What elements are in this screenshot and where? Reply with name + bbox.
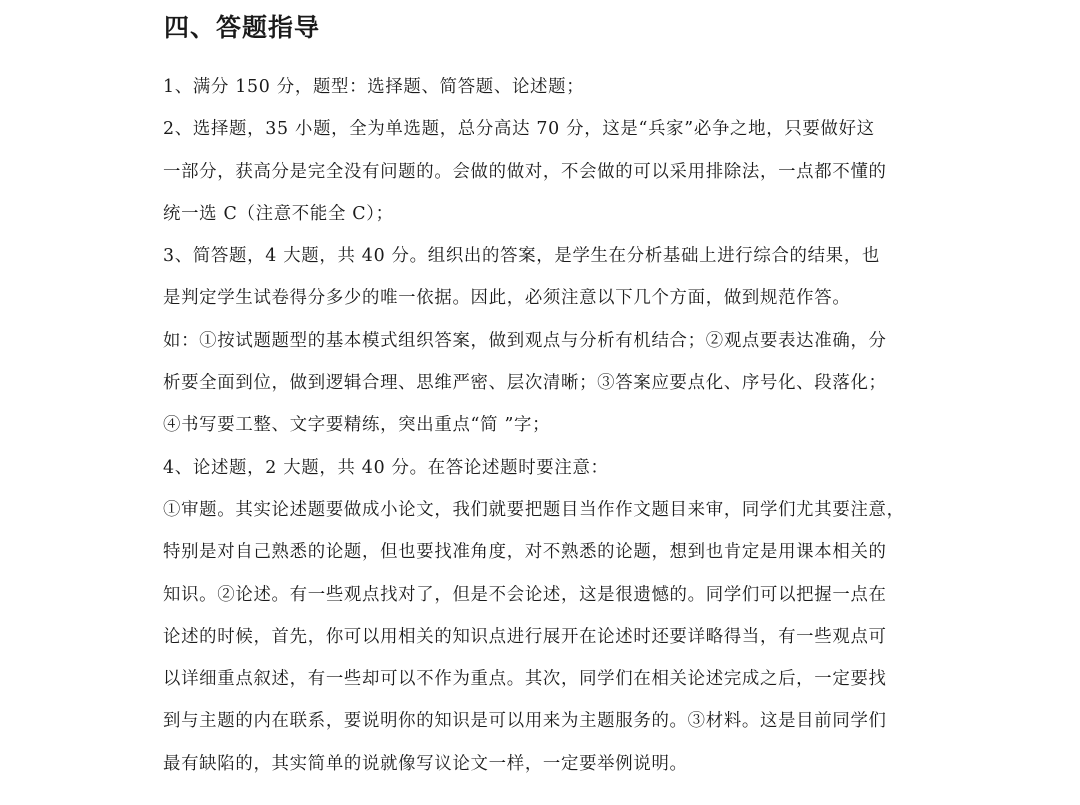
text-line-5: 3、简答题，4 大题，共 40 分。组织出的答案，是学生在分析基础上进行综合的结果，也 [163,246,881,267]
text-line-3: 一部分，获高分是完全没有问题的。会做的做对，不会做的可以采用排除法，一点都不懂的 [163,161,887,182]
text-line-14: 论述的时候，首先，你可以用相关的知识点进行展开在论述时还要详略得当，有一些观点可 [163,626,887,647]
text-line-9: ④书写要工整、文字要精练，突出重点“简 ”字； [163,415,551,436]
document-body [163,66,923,785]
text-line-6: 是判定学生试卷得分多少的唯一依据。因此，必须注意以下几个方面，做到规范作答。 [163,288,851,309]
text-line-8: 析要全面到位，做到逻辑合理、思维严密、层次清晰；③答案应要点化、序号化、段落化； [163,373,887,394]
text-line-16: 到与主题的内在联系，要说明你的知识是可以用来为主题服务的。③材料。这是目前同学们 [163,711,887,732]
text-line-4: 统一选 C（注意不能全 C）； [163,203,394,224]
text-line-10: 4、论述题，2 大题，共 40 分。在答论述题时要注意： [163,457,609,478]
text-line-1: 1、满分 150 分，题型：选择题、简答题、论述题； [163,77,585,97]
text-line-17: 最有缺陷的，其实简单的说就像写议论文一样，一定要举例说明。 [163,753,688,774]
text-line-15: 以详细重点叙述，有一些却可以不作为重点。其次，同学们在相关论述完成之后，一定要找 [163,669,887,690]
text-line-12: 特别是对自己熟悉的论题，但也要找准角度，对不熟悉的论题，想到也肯定是用课本相关的 [163,542,887,563]
text-line-2: 2、选择题，35 小题，全为单选题，总分高达 70 分，这是“兵家”必争之地，只要做好这 [163,119,875,140]
section-heading: 四、答题指导 [164,13,321,42]
text-line-7: 如：①按试题题型的基本模式组织答案，做到观点与分析有机结合；②观点要表达准确，分 [163,330,887,351]
text-line-11: ①审题。其实论述题要做成小论文，我们就要把题目当作作文题目来审，同学们尤其要注意， [163,499,905,520]
text-line-13: 知识。②论述。有一些观点找对了，但是不会论述，这是很遗憾的。同学们可以把握一点在 [163,584,887,605]
